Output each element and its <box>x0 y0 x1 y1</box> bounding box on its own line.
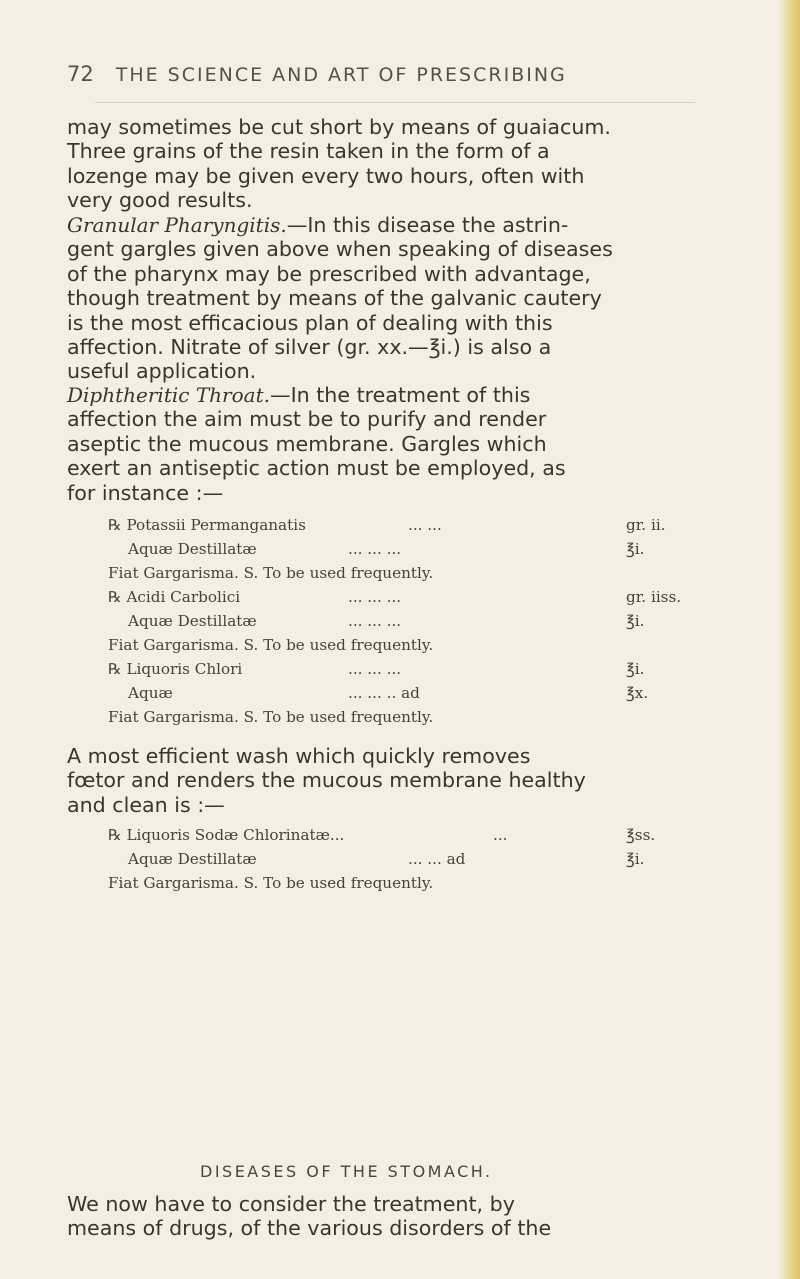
rx-line <box>108 657 718 681</box>
rx-line <box>108 823 718 847</box>
prescription-carbolic-acid <box>108 585 718 657</box>
text-line: for instance :— <box>67 480 224 505</box>
rx-ingredient: Aquæ <box>128 684 173 702</box>
rx-direction: Fiat Gargarisma. S. To be used frequently. <box>108 874 434 892</box>
text-line: affection. Nitrate of silver (gr. xx.—℥i.) is also a <box>67 335 552 360</box>
leader-dots: ... ... ... <box>348 612 402 630</box>
text-line: lozenge may be given every two hours, often with <box>67 163 585 188</box>
text-line: We now have to consider the treatment, by <box>67 1192 515 1216</box>
rx-line <box>108 513 718 537</box>
paragraph-guaiacum <box>67 115 747 213</box>
page-edge <box>778 0 800 1279</box>
text-line: aseptic the mucous membrane. Gargles which <box>67 431 547 456</box>
text-line: gent gargles given above when speaking of diseases <box>67 237 613 262</box>
text-line: exert an antiseptic action must be employed, as <box>67 456 566 481</box>
leader-dots: ... ... ... <box>348 588 402 606</box>
section-heading-italic: Diphtheritic Throat. <box>67 383 270 407</box>
paragraph-stomach-intro <box>67 1192 747 1241</box>
leader-dots: ... <box>493 826 508 844</box>
rx-amount: gr. iiss. <box>626 588 682 606</box>
rx-ingredient: Aquæ Destillatæ <box>128 850 257 868</box>
header-rule <box>95 102 695 103</box>
leader-dots: ... ... ad <box>408 850 466 868</box>
text-line: means of drugs, of the various disorders of the <box>67 1216 552 1241</box>
text-line: useful application. <box>67 359 257 384</box>
rx-line <box>108 537 718 561</box>
rx-line <box>108 609 718 633</box>
running-header <box>67 62 717 86</box>
section-heading-italic: Granular Pharyngitis. <box>67 213 287 237</box>
rx-direction: Fiat Gargarisma. S. To be used frequently. <box>108 708 434 726</box>
rx-ingredient: ℞ Liquoris Sodæ Chlorinatæ... <box>108 826 345 844</box>
leader-dots: ... ... ... <box>348 660 402 678</box>
rx-amount: ℥i. <box>626 540 645 558</box>
text-line: of the pharynx may be prescribed with advantage, <box>67 261 591 286</box>
rx-direction: Fiat Gargarisma. S. To be used frequently. <box>108 636 434 654</box>
rx-amount: ℥i. <box>626 660 645 678</box>
rx-line <box>108 847 718 871</box>
leader-dots: ... ... <box>408 516 442 534</box>
text-line: very good results. <box>67 188 253 213</box>
text-line: fœtor and renders the mucous membrane healthy <box>67 768 586 793</box>
leader-dots: ... ... ... <box>348 540 402 558</box>
leader-dots: ... ... .. ad <box>348 684 420 702</box>
text-line: though treatment by means of the galvanic cautery <box>67 286 602 311</box>
page-number: 72 <box>67 62 94 86</box>
running-title: THE SCIENCE AND ART OF PRESCRIBING <box>115 64 567 86</box>
rx-line <box>108 633 718 657</box>
paragraph-diphtheritic-throat <box>67 383 747 505</box>
rx-ingredient: Aquæ Destillatæ <box>128 612 257 630</box>
rx-amount: ℥i. <box>626 850 645 868</box>
text-line: may sometimes be cut short by means of guaiacum. <box>67 115 611 139</box>
text-line: Three grains of the resin taken in the form of a <box>67 139 550 164</box>
rx-line <box>108 871 718 895</box>
rx-ingredient: ℞ Potassii Permanganatis <box>108 516 306 534</box>
rx-line <box>108 705 718 729</box>
text-run: —In the treatment of this <box>269 383 531 407</box>
rx-amount: ℥x. <box>626 684 649 702</box>
rx-line <box>108 585 718 609</box>
text-line: affection the aim must be to purify and render <box>67 407 547 432</box>
prescription-liquor-sodae-chlorinatae <box>108 823 718 895</box>
rx-ingredient: Aquæ Destillatæ <box>128 540 257 558</box>
rx-ingredient: ℞ Acidi Carbolici <box>108 588 241 606</box>
text-line: A most efficient wash which quickly removes <box>67 744 531 768</box>
rx-ingredient: ℞ Liquoris Chlori <box>108 660 243 678</box>
text-line: and clean is :— <box>67 792 225 817</box>
rx-direction: Fiat Gargarisma. S. To be used frequently. <box>108 564 434 582</box>
prescription-liquor-chlori <box>108 657 718 729</box>
paragraph-granular-pharyngitis <box>67 213 747 384</box>
prescription-potassium-permanganate <box>108 513 718 585</box>
paragraph-efficient-wash <box>67 744 747 817</box>
text-line <box>67 383 747 407</box>
text-line: is the most efficacious plan of dealing with this <box>67 310 553 335</box>
text-line <box>67 213 747 237</box>
text-run: —In this disease the astrin- <box>286 213 569 237</box>
rx-line <box>108 681 718 705</box>
rx-amount: ℥ss. <box>626 826 656 844</box>
rx-amount: gr. ii. <box>626 516 666 534</box>
section-heading-stomach: DISEASES OF THE STOMACH. <box>200 1162 493 1181</box>
rx-amount: ℥i. <box>626 612 645 630</box>
rx-line <box>108 561 718 585</box>
